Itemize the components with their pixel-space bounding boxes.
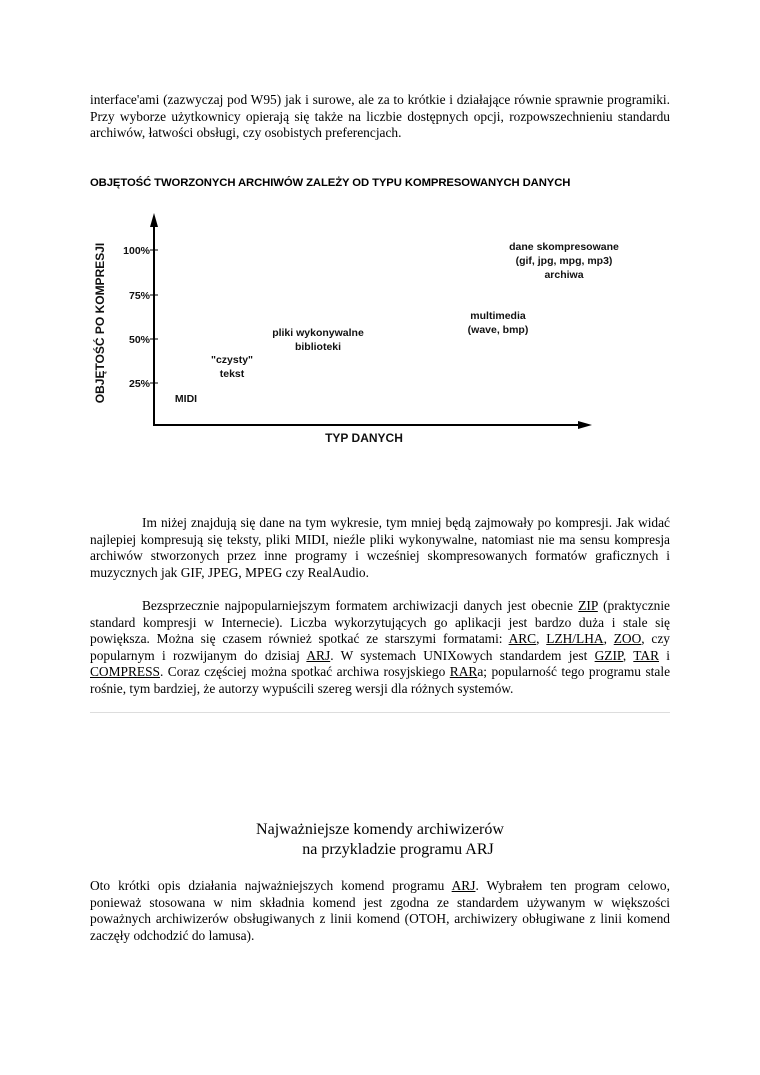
section-title-line-1: Najważniejsze komendy archiwizerów bbox=[256, 821, 504, 838]
x-axis-label: TYP DANYCH bbox=[325, 431, 403, 445]
label-mm-2: (wave, bmp) bbox=[467, 324, 529, 336]
paragraph-arj-intro bbox=[90, 878, 670, 944]
link-compress[interactable]: COMPRESS bbox=[90, 664, 160, 680]
y-axis-label: OBJĘTOŚĆ PO KOMPRESJI bbox=[93, 242, 107, 404]
text: , bbox=[622, 647, 634, 663]
text: i bbox=[659, 647, 671, 663]
paragraph-formats bbox=[90, 598, 670, 698]
link-rar[interactable]: RAR bbox=[449, 664, 478, 680]
link-zoo[interactable]: ZOO bbox=[613, 631, 642, 647]
text: a; popularność tego programu stale rośnie, tym bardziej, że autorzy wypuścili szereg wersji dla różnych systemów. bbox=[90, 664, 671, 696]
label-exe-1: pliki wykonywalne bbox=[272, 327, 364, 339]
tick-label-25: 25% bbox=[128, 378, 150, 390]
paragraph-intro: interface'ami (zazwyczaj pod W95) jak i surowe, ale za to krótkie i działające równie sprawnie programiki. Przy wyborze użytkownicy opierają się także na liczbie dostępnych opcji, rozpowszechnieniu standardu archiwów, łatwości obsługi, czy osobistych preferencjach. bbox=[90, 92, 670, 141]
label-mm-1: multimedia bbox=[470, 310, 526, 322]
compression-chart bbox=[80, 205, 619, 450]
link-zip[interactable]: ZIP bbox=[578, 598, 598, 613]
link-arj-2[interactable]: ARJ bbox=[451, 878, 476, 893]
text: . Wybrałem ten program celowo, ponieważ stosowana w nim składnia komend jest zgodna ze standardem używanym w większości poważnych archiwizerów obsługiwanych z linii komend (OTOH, archiwizery obługiwane z linii komend zaczęły odchodzić do lamusa). bbox=[90, 878, 670, 943]
horizontal-divider bbox=[90, 712, 670, 713]
link-gzip[interactable]: GZIP bbox=[594, 647, 623, 663]
label-midi: MIDI bbox=[174, 393, 198, 405]
text: (praktycznie standard kompresji w Internecie). Liczba wykorzytujących go aplikacji jest bardzo duża i stale się powiększa. Można się czasem również spotkać ze starszymi formatami: bbox=[90, 598, 670, 647]
label-text-1: "czysty" bbox=[210, 354, 254, 366]
y-axis-arrow-icon bbox=[150, 213, 158, 227]
link-lzh[interactable]: LZH/LHA bbox=[546, 631, 604, 647]
text: , bbox=[603, 631, 614, 647]
link-tar[interactable]: TAR bbox=[633, 647, 660, 663]
chart-heading: OBJĘTOŚĆ TWORZONYCH ARCHIWÓW ZALEŻY OD TYPU KOMPRESOWANYCH DANYCH bbox=[90, 177, 571, 189]
label-compressed-1: dane skompresowane bbox=[509, 241, 619, 253]
link-arc[interactable]: ARC bbox=[508, 631, 537, 647]
section-title-line-2: na przykladzie programu ARJ bbox=[302, 841, 494, 858]
text: . W systemach UNIXowych standardem jest bbox=[330, 647, 595, 663]
paragraph-chart-explanation: Im niżej znajdują się dane na tym wykresie, tym mniej będą zajmowały po kompresji. Jak widać najlepiej kompresują się teksty, pliki MIDI, nieźle pliki wykonywalne, natomiast nie ma sensu kompresja archiwów stworzonych przez inne programy i wcześniej skompresowanych formatów graficznych i muzycznych jak GIF, JPEG, MPEG czy RealAudio. bbox=[90, 515, 670, 580]
link-arj[interactable]: ARJ bbox=[306, 647, 331, 663]
text: . Coraz częściej można spotkać archiwa rosyjskiego bbox=[159, 664, 450, 680]
x-axis-arrow-icon bbox=[578, 421, 592, 429]
text: , czy popularnym i rozwijanym do dzisiaj bbox=[90, 631, 670, 663]
tick-label-50: 50% bbox=[128, 334, 150, 346]
label-compressed-3: archiwa bbox=[544, 269, 584, 281]
label-compressed-2: (gif, jpg, mpg, mp3) bbox=[515, 255, 613, 267]
text: Bezsprzecznie najpopularniejszym formatem archiwizacji danych jest obecnie bbox=[142, 598, 579, 613]
label-text-2: tekst bbox=[219, 368, 245, 380]
tick-label-75: 75% bbox=[128, 290, 150, 302]
text: Oto krótki opis działania najważniejszych komend programu bbox=[90, 878, 452, 893]
tick-label-100: 100% bbox=[123, 245, 150, 257]
text: , bbox=[536, 631, 547, 647]
label-exe-2: biblioteki bbox=[294, 341, 342, 353]
